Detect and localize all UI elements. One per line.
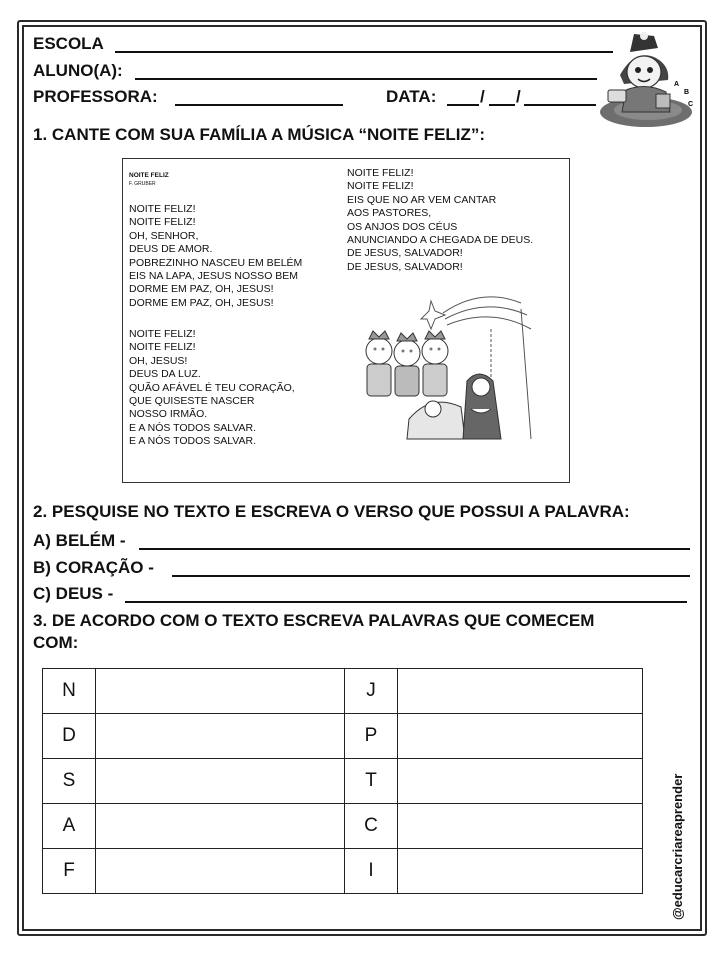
lyrics-left-stanza-2: NOITE FELIZ! NOITE FELIZ! OH, JESUS! DEUS DA LUZ. QUÃO AFÁVEL É TEU CORAÇÃO, QUE QUISESTE NASCER NOSSO IRMÃO. E A NÓS TODOS SALVAR. E A NÓS TODOS SALVAR. bbox=[129, 328, 295, 448]
date-year-field[interactable] bbox=[524, 104, 596, 106]
question-3-title: 3. DE ACORDO COM O TEXTO ESCREVA PALAVRAS QUE COMECEM bbox=[33, 611, 595, 630]
letter-cell: N bbox=[43, 669, 96, 714]
answer-coracao-field[interactable] bbox=[172, 575, 690, 577]
date-day-field[interactable] bbox=[447, 104, 479, 106]
table-row bbox=[43, 669, 643, 714]
letter-cell: S bbox=[43, 759, 96, 804]
answer-cell[interactable] bbox=[398, 849, 643, 894]
letter-cell: I bbox=[345, 849, 398, 894]
question-1-title: 1. CANTE COM SUA FAMÍLIA A MÚSICA “NOITE FELIZ”: bbox=[33, 125, 486, 144]
answer-cell[interactable] bbox=[398, 669, 643, 714]
teacher-label: PROFESSORA: bbox=[33, 87, 158, 106]
school-label: ESCOLA bbox=[33, 34, 104, 53]
student-label: ALUNO(A): bbox=[33, 61, 123, 80]
table-row bbox=[43, 759, 643, 804]
nativity-scene-illustration bbox=[351, 289, 541, 459]
date-separator: / bbox=[480, 87, 485, 106]
letter-cell: A bbox=[43, 804, 96, 849]
table-row bbox=[43, 804, 643, 849]
letter-table bbox=[42, 668, 643, 894]
answer-cell[interactable] bbox=[96, 714, 345, 759]
song-author: F. GRUBER bbox=[129, 181, 156, 187]
school-field[interactable] bbox=[115, 51, 613, 53]
student-mascot-illustration bbox=[590, 30, 698, 130]
letter-b: B bbox=[684, 89, 690, 96]
answer-cell[interactable] bbox=[398, 714, 643, 759]
letter-c: C bbox=[688, 101, 694, 108]
date-label: DATA: bbox=[386, 87, 437, 106]
letter-cell: P bbox=[345, 714, 398, 759]
question-2c-label: C) DEUS - bbox=[33, 584, 114, 603]
answer-cell[interactable] bbox=[96, 804, 345, 849]
song-title: NOITE FELIZ bbox=[129, 172, 169, 179]
question-2a-label: A) BELÉM - bbox=[33, 531, 126, 550]
lyrics-box bbox=[122, 158, 570, 483]
answer-cell[interactable] bbox=[96, 669, 345, 714]
question-2b-label: B) CORAÇÃO - bbox=[33, 558, 154, 577]
table-row bbox=[43, 849, 643, 894]
question-3-title-cont: COM: bbox=[33, 633, 79, 652]
letter-cell: C bbox=[345, 804, 398, 849]
table-row bbox=[43, 714, 643, 759]
teacher-field[interactable] bbox=[175, 104, 343, 106]
answer-cell[interactable] bbox=[398, 759, 643, 804]
answer-cell[interactable] bbox=[398, 804, 643, 849]
question-2-title: 2. PESQUISE NO TEXTO E ESCREVA O VERSO QUE POSSUI A PALAVRA: bbox=[33, 502, 630, 521]
letter-cell: T bbox=[345, 759, 398, 804]
answer-cell[interactable] bbox=[96, 849, 345, 894]
watermark: @educarcriareaprender bbox=[670, 773, 685, 920]
student-field[interactable] bbox=[135, 78, 597, 80]
lyrics-right-stanza: NOITE FELIZ! NOITE FELIZ! EIS QUE NO AR VEM CANTAR AOS PASTORES, OS ANJOS DOS CÉUS ANUNCIANDO A CHEGADA DE DEUS. DE JESUS, SALVADOR! DE JESUS, SALVADOR! bbox=[347, 167, 534, 273]
answer-cell[interactable] bbox=[96, 759, 345, 804]
date-separator: / bbox=[516, 87, 521, 106]
lyrics-left-stanza-1: NOITE FELIZ! NOITE FELIZ! OH, SENHOR, DEUS DE AMOR. POBREZINHO NASCEU EM BELÉM EIS NA LAPA, JESUS NOSSO BEM DORME EM PAZ, OH, JESUS! DORME EM PAZ, OH, JESUS! bbox=[129, 203, 303, 309]
letter-cell: F bbox=[43, 849, 96, 894]
letter-cell: D bbox=[43, 714, 96, 759]
answer-deus-field[interactable] bbox=[125, 601, 687, 603]
answer-belem-field[interactable] bbox=[139, 548, 690, 550]
letter-cell: J bbox=[345, 669, 398, 714]
date-month-field[interactable] bbox=[489, 104, 515, 106]
letter-a: A bbox=[674, 81, 680, 88]
